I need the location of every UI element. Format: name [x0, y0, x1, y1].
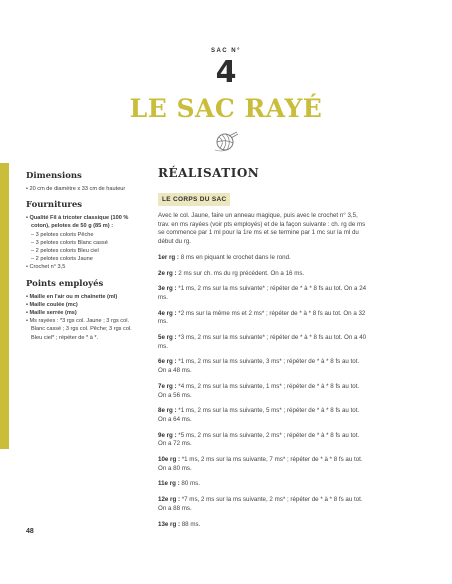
point-item: • Maille serrée (ms) [26, 309, 138, 317]
row-label: 4e rg : [158, 309, 177, 317]
row-text: *1 ms, 2 ms sur la ms suivante, 7 ms* ; répéter de * à * 8 fs au tot. On a 80 ms. [158, 456, 363, 472]
instruction-row [158, 285, 368, 302]
row-text: *5 ms, 2 ms sur la ms suivante, 2 ms* ; répéter de * à * 8 fs au tot. On a 72 ms. [158, 431, 360, 448]
instruction-row [158, 383, 368, 400]
instruction-row [158, 456, 368, 473]
row-label: 12e rg : [158, 496, 181, 504]
dimensions-section [26, 171, 138, 193]
instruction-row [158, 480, 368, 489]
points-heading: Points employés [26, 278, 104, 289]
instruction-row [158, 358, 368, 375]
row-label: 13e rg : [158, 520, 181, 528]
row-text: 8 ms en piquant le crochet dans le rond. [178, 253, 291, 261]
page-number: 48 [26, 528, 34, 535]
instruction-row [158, 432, 368, 449]
point-item: • Maille coulée (mc) [26, 301, 138, 309]
fourniture-subitem: – 2 pelotes coloris Bleu ciel [26, 247, 138, 255]
row-text: 80 ms. [179, 480, 200, 488]
instruction-row [158, 310, 368, 327]
row-label: 6e rg : [158, 358, 177, 366]
instruction-row [158, 496, 368, 513]
instruction-row [158, 270, 368, 279]
row-label: 9e rg : [158, 431, 177, 439]
row-text: *3 ms, 2 ms sur la ms suivante* ; répéter de * à * 8 fs au tot. On a 40 ms. [158, 334, 367, 350]
fourniture-item: • Qualité Fil à tricoter classique (100 % coton), pelotes de 50 g (85 m) : [26, 214, 138, 230]
realisation-heading: RÉALISATION [158, 166, 260, 180]
fournitures-section [26, 200, 138, 271]
row-text: *2 ms sur la même ms et 2 ms* ; répéter de * à * 8 fs au tot. On a 32 ms. [158, 309, 366, 326]
sac-label: SAC N° [210, 48, 242, 54]
fourniture-subitem: – 3 pelotes coloris Pêche [26, 231, 138, 239]
row-label: 7e rg : [158, 382, 177, 390]
fourniture-item: • Crochet n° 3,5 [26, 263, 138, 271]
sac-number: 4 [215, 55, 237, 90]
sidebar [26, 171, 138, 349]
yarn-ball-icon [213, 131, 239, 153]
rows-list [158, 254, 368, 529]
dimensions-item: • 20 cm de diamètre x 33 cm de hauteur [26, 185, 138, 193]
main-content [158, 166, 368, 536]
accent-bar [0, 163, 9, 449]
instruction-row [158, 334, 368, 351]
fourniture-subitem: – 3 pelotes coloris Blanc cassé [26, 239, 138, 247]
row-label: 11e rg : [158, 480, 180, 488]
instruction-row [158, 254, 368, 263]
row-text: *1 ms, 2 ms sur la ms suivante* ; répéter de * à * 8 fs au tot. On a 24 ms. [158, 285, 367, 301]
instruction-row [158, 521, 368, 530]
row-label: 1er rg : [158, 253, 179, 261]
instruction-row [158, 407, 368, 424]
row-text: *7 ms, 2 ms sur la ms suivante, 2 ms* ; répéter de * à * 8 fs au tot. On a 88 ms. [158, 496, 363, 512]
row-text: *1 ms, 2 ms sur la ms suivante, 5 ms* ; répéter de * à * 8 fs au tot. On a 64 ms. [158, 407, 360, 423]
row-label: 3e rg : [158, 285, 177, 293]
row-label: 5e rg : [158, 334, 177, 342]
row-label: 8e rg : [158, 407, 177, 415]
fourniture-subitem: – 2 pelotes coloris Jaune [26, 255, 138, 263]
points-section [26, 279, 138, 342]
point-item: • Maille en l'air ou m chaînette (ml) [26, 293, 138, 301]
page-title: LE SAC RAYÉ [129, 94, 323, 123]
row-text: 2 ms sur ch. ms du rg précédent. On a 16 ms. [176, 269, 305, 277]
row-text: *1 ms, 2 ms sur la ms suivante, 3 ms* ; répéter de * à * 8 fs au tot. On a 48 ms. [158, 358, 360, 375]
intro-paragraph: Avec le col. Jaune, faire un anneau magique, puis avec le crochet n° 3,5, trav. en ms rayées (voir pts employés) et de la façon suivante : ch. rg de ms se commence par 1 ml pour la 1re ms et se termine par 1 mc sur la ml du début du rg. [158, 212, 366, 246]
section-label: LE CORPS DU SAC [158, 193, 230, 206]
fournitures-heading: Fournitures [26, 200, 83, 211]
row-text: 88 ms. [180, 520, 201, 528]
row-label: 2e rg : [158, 269, 177, 277]
row-label: 10e rg : [158, 456, 181, 464]
dimensions-heading: Dimensions [26, 171, 82, 181]
point-item: • Ms rayées : *3 rgs col. Jaune ; 3 rgs col. Blanc cassé ; 3 rgs col. Pêche; 3 rgs col. Bleu ciel* ; répéter de * à *. [26, 317, 138, 342]
row-text: *4 ms, 2 ms sur la ms suivante, 1 ms* ; répéter de * à * 8 fs au tot. On a 56 ms. [158, 382, 360, 399]
